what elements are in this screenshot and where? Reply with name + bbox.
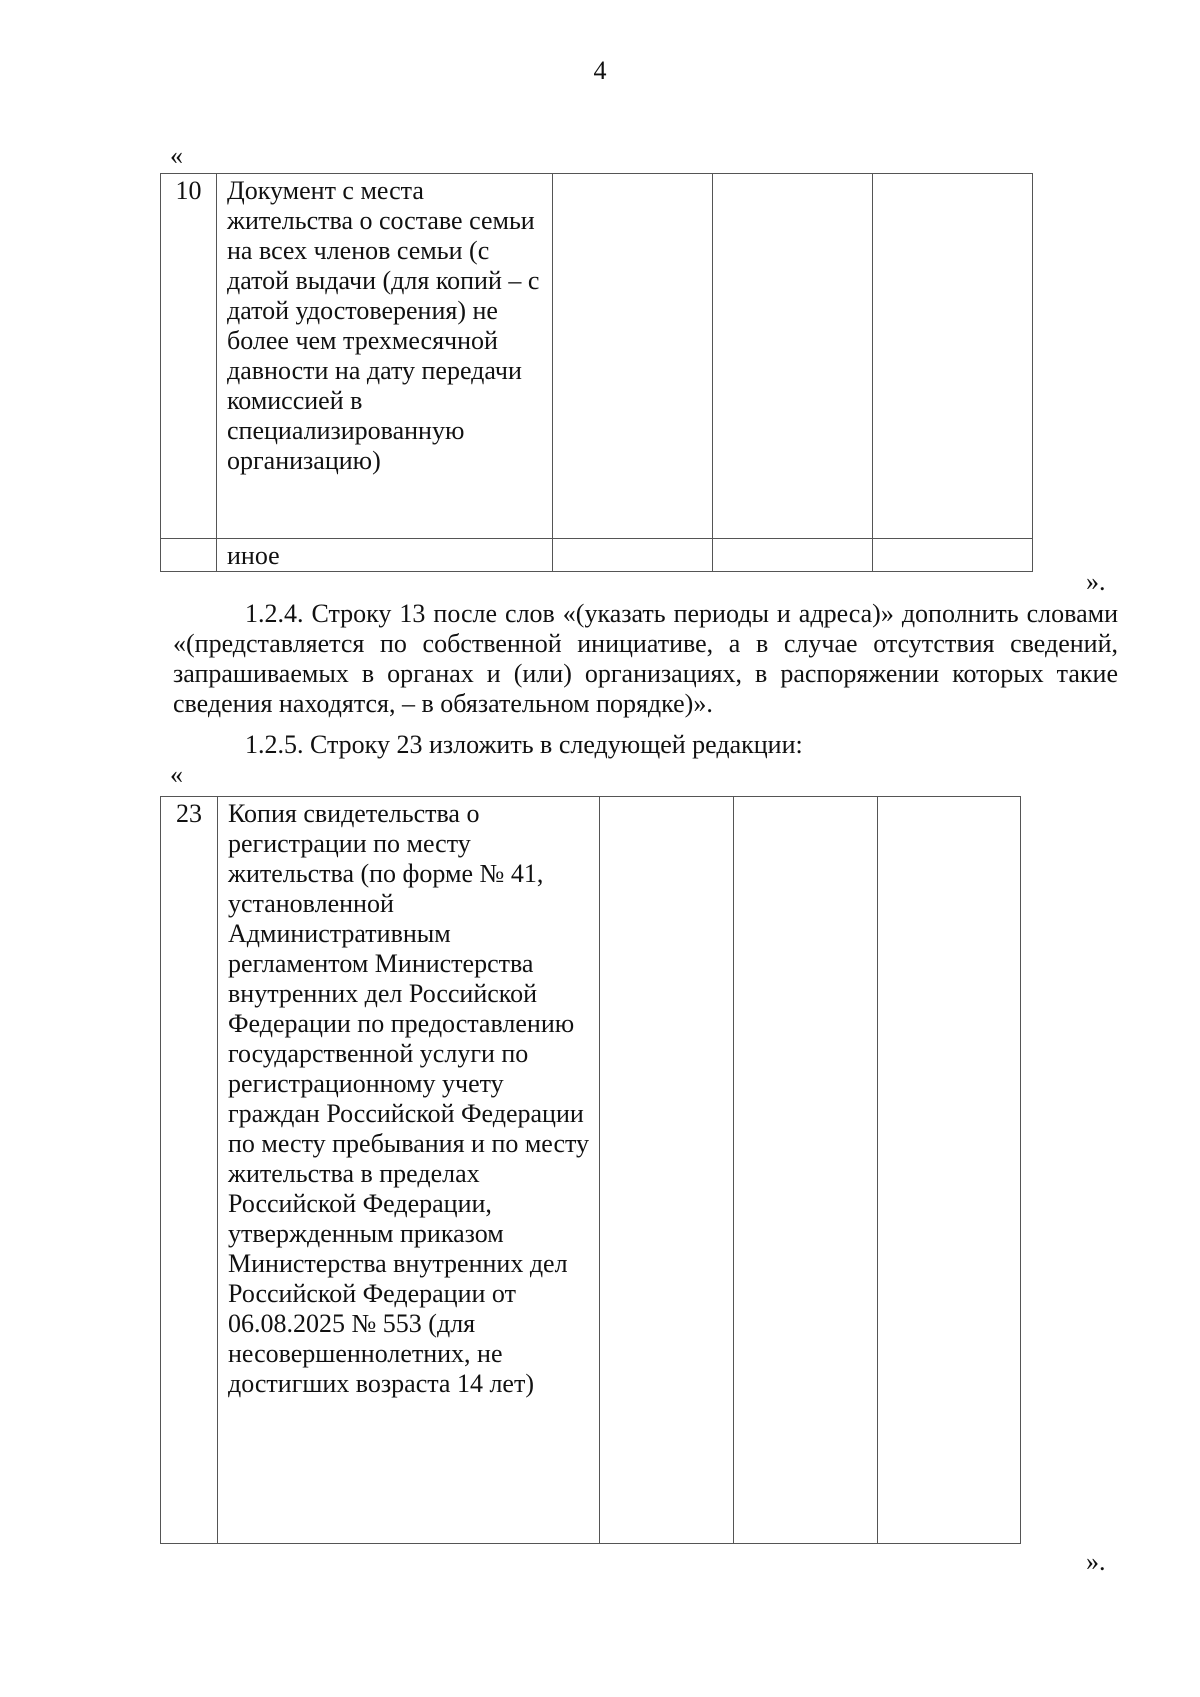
row-text-cell: Копия свидетельства о регистрации по месту жительства (по форме № 41, установленной Административным регламентом Министерства внутренних дел Российской Федерации по предоставлению государственной услуги по регистрационному учету граждан Российской Федерации по месту пребывания и по месту жительства в пределах Российской Федерации, утвержденным приказом Министерства внутренних дел Российской Федерации от 06.08.2025 № 553 (для несовершеннолетних, не достигших возраста 14 лет): [218, 797, 600, 1544]
empty-cell: [878, 797, 1021, 1544]
empty-cell: [873, 174, 1033, 539]
paragraph-1-2-4: 1.2.4. Строку 13 после слов «(указать периоды и адреса)» дополнить словами «(представляется по собственной инициативе, а в случае отсутствия сведений, запрашиваемых в органах и (или) организациях, в распоряжении которых такие сведения находятся, – в обязательном порядке)».: [173, 599, 1118, 718]
row-text-cell: Документ с места жительства о составе семьи на всех членов семьи (с датой выдачи (для копий – с датой удостоверения) не более чем трехмесячной давности на дату передачи комиссией в специализированную организацию): [217, 174, 553, 539]
empty-cell: [873, 539, 1033, 572]
row-number-cell: [161, 539, 217, 572]
closing-quote-1: ».: [1086, 567, 1106, 596]
opening-quote-1: «: [170, 141, 183, 170]
empty-cell: [600, 797, 734, 1544]
empty-cell: [553, 539, 713, 572]
table-row: [161, 797, 1021, 1544]
empty-cell: [553, 174, 713, 539]
empty-cell: [713, 174, 873, 539]
table-row: [161, 539, 1033, 572]
row-text-cell: иное: [217, 539, 553, 572]
table-row-10-block: [160, 173, 1033, 572]
empty-cell: [734, 797, 878, 1544]
opening-quote-2: «: [170, 760, 183, 789]
closing-quote-2: ».: [1086, 1547, 1106, 1576]
page-number: 4: [593, 56, 607, 85]
row-number-cell: 10: [161, 174, 217, 539]
table-row-23-block: [160, 796, 1021, 1544]
row-number-cell: 23: [161, 797, 218, 1544]
empty-cell: [713, 539, 873, 572]
paragraph-1-2-5: 1.2.5. Строку 23 изложить в следующей редакции:: [245, 730, 803, 759]
table-row: [161, 174, 1033, 539]
